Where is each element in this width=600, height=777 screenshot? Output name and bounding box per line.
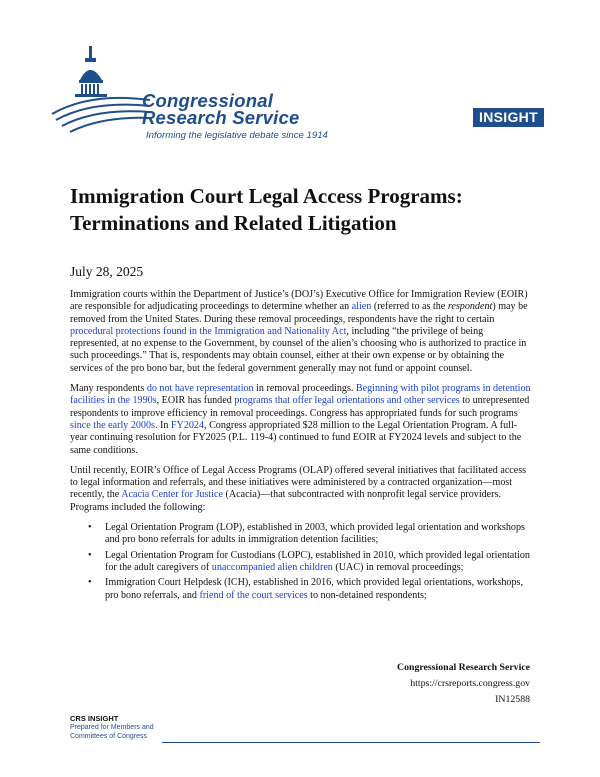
report-body [70,289,532,605]
paragraph-3 [70,465,532,514]
text-run: in removal proceedings. [253,383,356,395]
footer-prepared-line1: Prepared for Members and [70,724,154,731]
text-run: Many respondents [70,383,147,395]
link-acacia[interactable]: Acacia Center for Justice [121,489,223,501]
link-no-representation[interactable]: do not have representation [146,383,254,395]
text-run: Legal Orientation Program for Custodians (LOPC), established in 2010, which provided legal orientation for the adult caregivers of [105,549,530,573]
text-run: Until recently, EOIR’s Office of Legal Access Programs (OLAP) offered several initiatives that facilitated access to legal information and referrals, and these initiatives were administered by a contracted organization—most recently, the [70,464,527,501]
link-pilot-programs[interactable]: Beginning with pilot programs in detention facilities in the 1990s [70,383,531,407]
footer-prepared-line2: Committees of Congress [70,733,148,740]
text-run: to non-detained respondents; [307,589,427,601]
report-date: July 28, 2025 [70,264,144,279]
insight-badge: INSIGHT [473,108,544,127]
footer-label [70,714,154,741]
paragraph-2 [70,383,532,457]
link-procedural-protections[interactable]: procedural protections found in the Immigration and Nationality Act [70,325,347,337]
program-list [70,522,532,602]
link-legal-orientation-programs[interactable]: programs that offer legal orientations and other services [234,395,460,407]
report-title: Immigration Court Legal Access Programs: Terminations and Related Litigation [70,184,463,235]
text-run: to unrepresented respondents to improve efficiency in removal proceedings. Congress has appropriated funds for such programs [70,395,530,419]
crs-logo [50,44,380,144]
text-run: , including “the privilege of being represented, at no expense to the Government, by counsel of the alien’s choosing who is authorized to practice in such proceedings.” That is, respondents may obtain counsel, either at their own expense or by obtaining the services of the pro bono bar, but the federal government generally may not fund or appoint counsel. [70,325,527,374]
link-fy2024[interactable]: FY2024 [170,419,205,431]
text-run: (Acacia)—that subcontracted with nonprofit legal service providers. Programs included the following: [70,489,501,513]
footer-report-id: IN12588 [495,694,530,705]
footer-url[interactable]: https://crsreports.congress.gov [410,678,530,689]
text-run: (referred to as the [371,301,448,313]
text-run: , EOIR has funded [156,395,235,407]
footer-crs-insight: CRS INSIGHT [70,714,119,723]
footer-divider [162,742,540,743]
list-item [70,522,532,547]
org-name-line1: Congressional [142,90,274,111]
text-run: ) may be removed from the United States. During these removal proceedings, respondents have the right to certain [70,301,528,325]
list-item [70,577,532,602]
footer-org: Congressional Research Service [397,662,530,673]
org-name-line2: Research Service [142,107,300,128]
capitol-dome-icon [50,44,150,144]
text-run: Immigration courts within the Department of Justice’s (DOJ’s) Executive Office for Immigration Review (EOIR) are responsible for adjudicating proceedings to determine whether an [70,289,528,313]
org-name [142,92,299,126]
text-run: . In [154,419,171,431]
link-uac[interactable]: unaccompanied alien children [211,561,333,573]
list-item [70,550,532,575]
link-friend-of-court[interactable]: friend of the court services [199,589,308,601]
link-alien[interactable]: alien [351,301,372,313]
text-run: , Congress appropriated $28 million to the Legal Orientation Program. A full-year continuing resolution for FY2025 (P.L. 119-4) continued to fund EOIR at FY2024 levels and subject to the same conditions. [70,419,522,456]
org-tagline: Informing the legislative debate since 1914 [146,130,328,141]
text-run: (UAC) in removal proceedings; [332,561,464,573]
link-early-2000s[interactable]: since the early 2000s [70,419,155,431]
paragraph-1 [70,289,532,375]
text-run-italic: respondent [447,301,493,313]
text-run: Legal Orientation Program (LOP), established in 2003, which provided legal orientation and workshops and pro bono referrals for adults in immigration detention facilities; [105,522,525,546]
text-run: Immigration Court Helpdesk (ICH), established in 2016, which provided legal orientations, workshops, pro bono referrals, and [105,577,523,601]
footer-citation [397,660,530,708]
